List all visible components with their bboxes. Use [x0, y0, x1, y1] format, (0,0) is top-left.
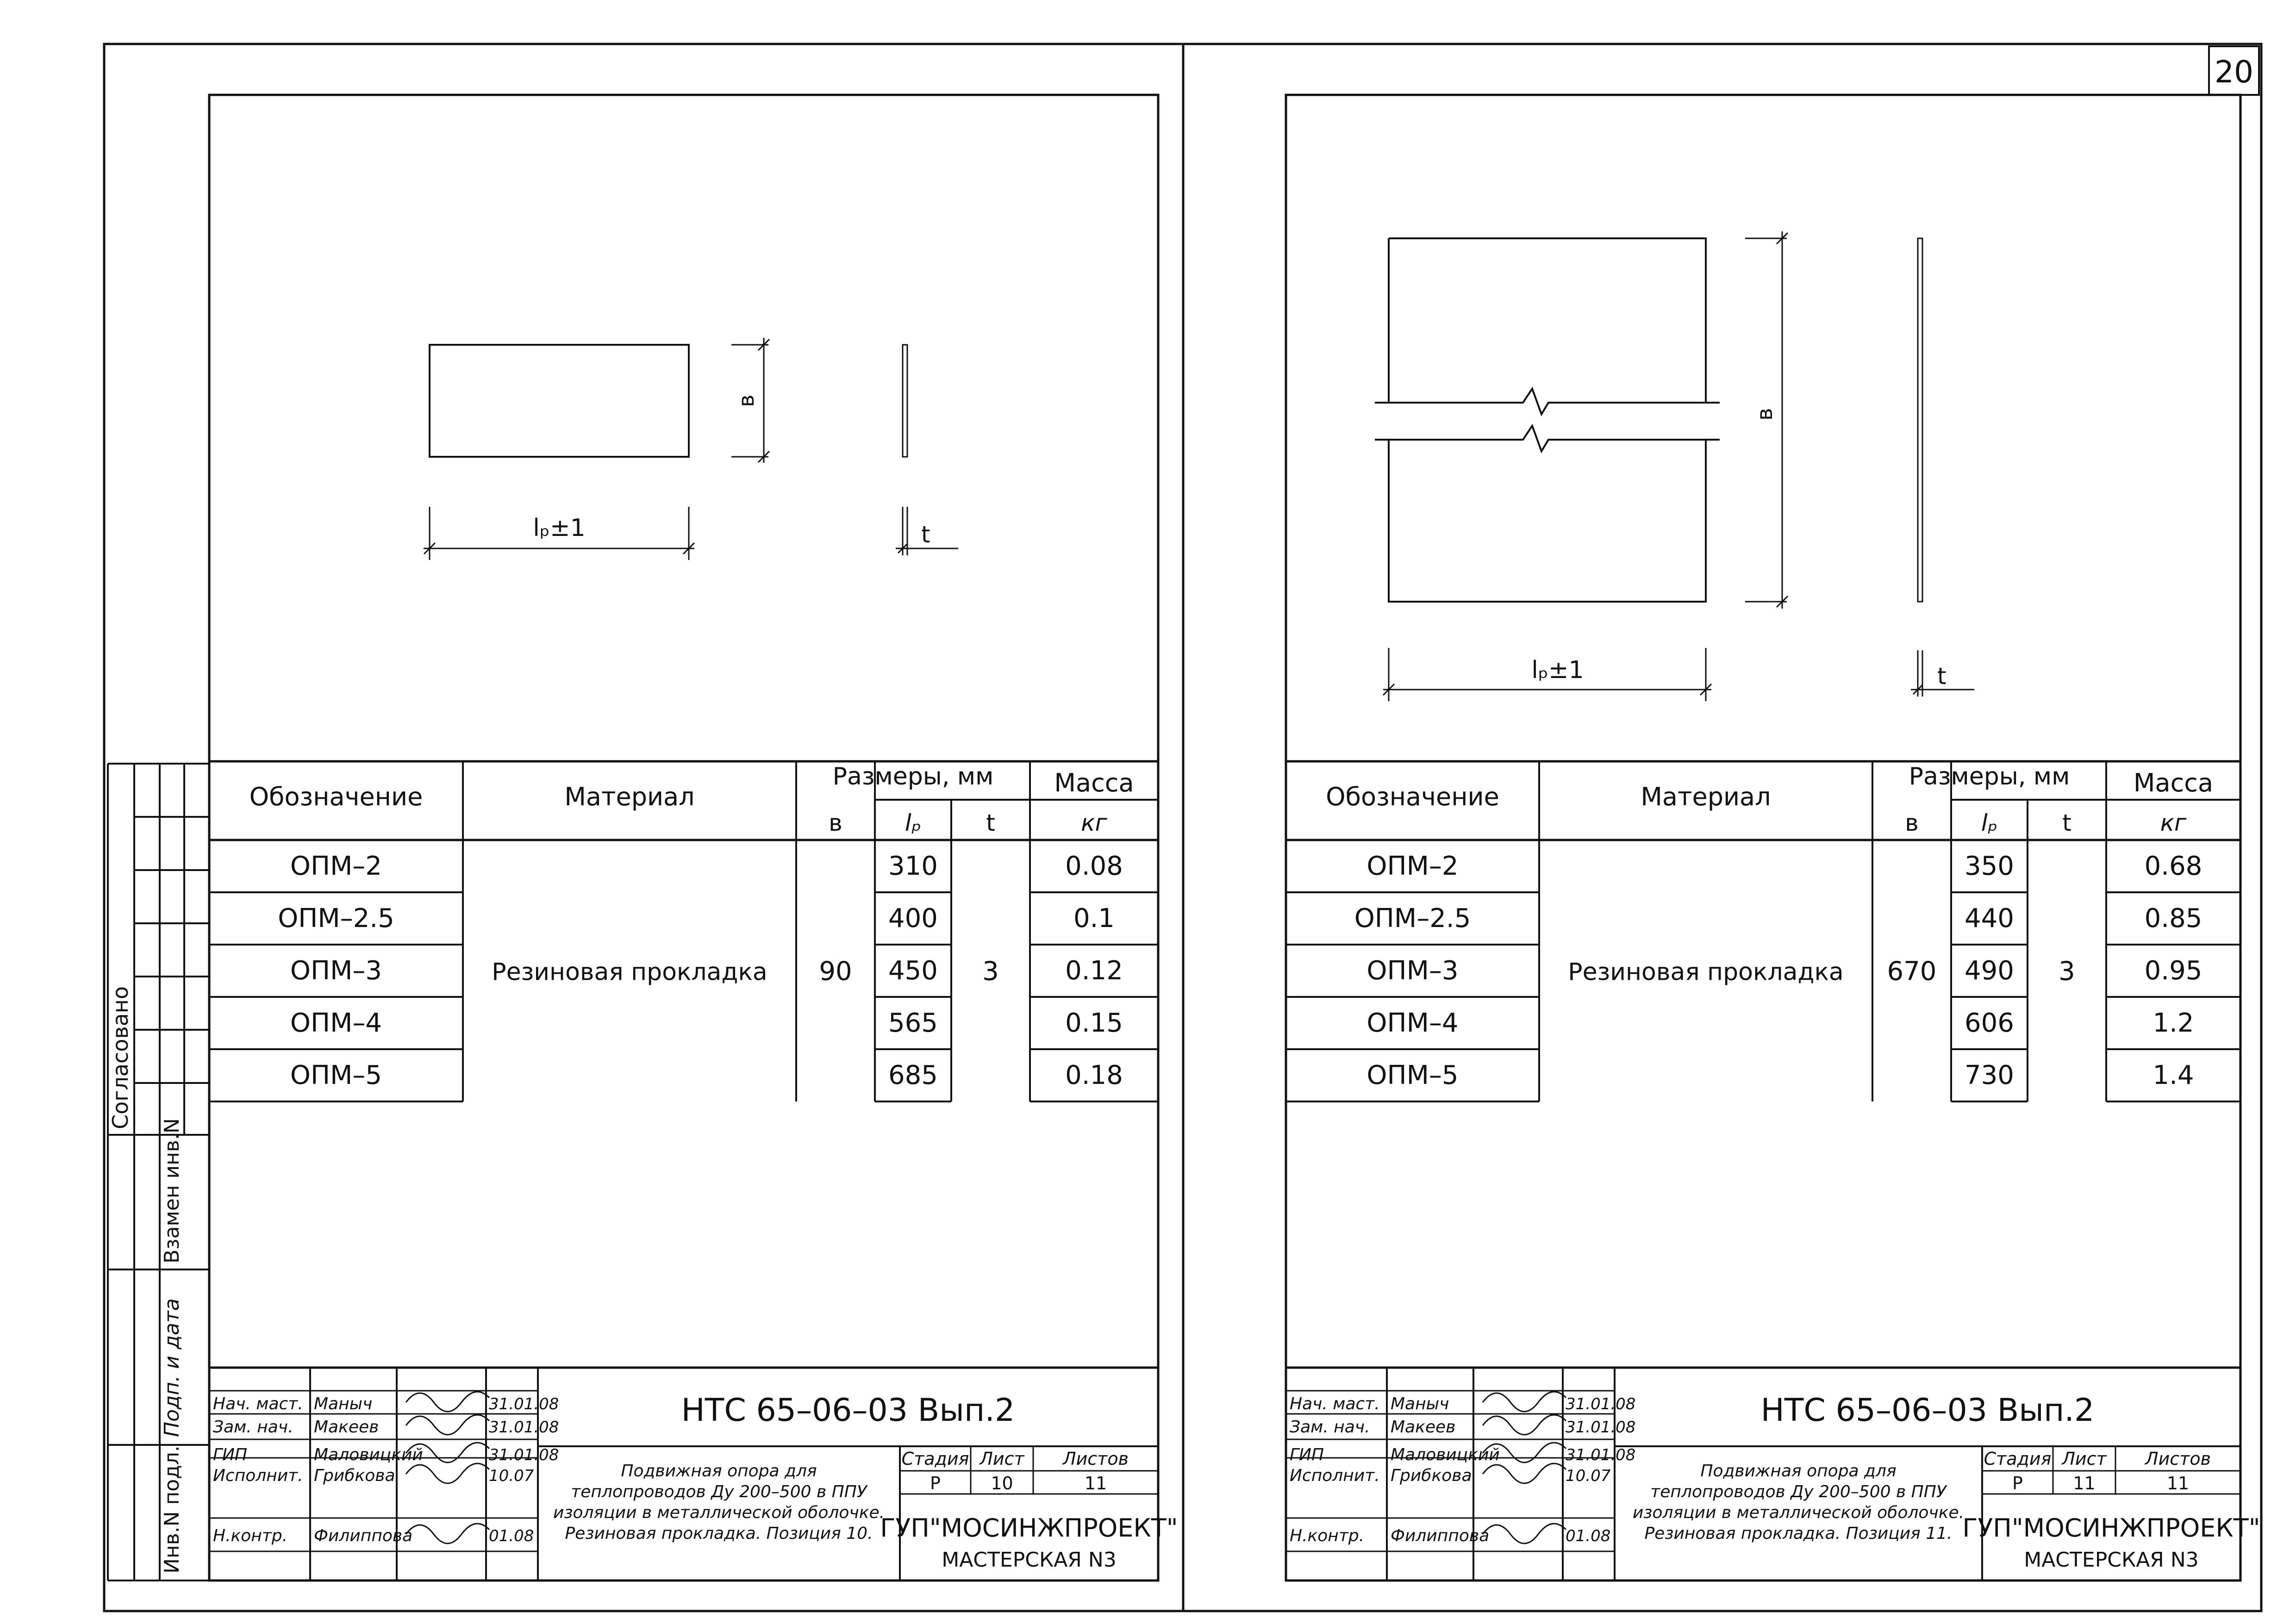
row-lp: 565	[888, 1008, 938, 1038]
row-b: 670	[1887, 956, 1937, 987]
tb-person-date: 10.07	[1566, 1467, 1611, 1485]
tb-stage-label: Стадия	[1984, 1449, 2052, 1469]
row-lp: 310	[888, 851, 938, 881]
tb-person-role: ГИП	[1290, 1445, 1324, 1464]
pad-side-view	[903, 345, 907, 457]
tb-signature-mark	[406, 1463, 489, 1483]
row-designation: ОПМ–5	[290, 1060, 382, 1090]
header-designation: Обозначение	[1326, 782, 1499, 811]
row-lp: 450	[888, 956, 938, 986]
row-mass: 0.18	[1065, 1060, 1123, 1090]
tb-signature-mark	[406, 1392, 489, 1412]
page-number: 20	[2215, 54, 2253, 90]
tb-sheets-value: 11	[2166, 1473, 2190, 1493]
row-lp: 440	[1965, 903, 2014, 933]
tb-person-name: Маныч	[1391, 1394, 1449, 1413]
pad-side-view-right	[1918, 238, 1922, 602]
title-block-right	[1286, 1368, 2260, 1580]
tb-stage-value: Р	[2012, 1473, 2023, 1493]
tb-signature-mark	[1483, 1463, 1566, 1483]
header-designation: Обозначение	[249, 782, 423, 811]
tb-person-name: Макеев	[314, 1418, 379, 1437]
tb-organization: ГУП"МОСИНЖПРОЕКТ"	[880, 1513, 1178, 1543]
tb-person-date: 31.01.08	[489, 1418, 559, 1437]
row-lp: 685	[888, 1060, 938, 1090]
tb-person-date: 31.01.08	[1566, 1395, 1636, 1413]
tb-person-role: Нач. маст.	[213, 1394, 303, 1413]
row-lp: 490	[1965, 956, 2014, 986]
row-designation: ОПМ–4	[290, 1008, 382, 1038]
header-material: Материал	[564, 782, 695, 811]
tb-person-name: Маловицкий	[314, 1445, 423, 1464]
row-mass: 0.68	[2144, 851, 2202, 881]
header-lp: lₚ	[1981, 809, 1998, 836]
pad-outline	[430, 345, 689, 457]
tb-person-role: Н.контр.	[1290, 1526, 1365, 1545]
header-t: t	[2062, 809, 2071, 836]
spec-table-left	[209, 761, 1158, 1101]
row-mass: 0.12	[1065, 956, 1123, 986]
row-mass: 0.95	[2144, 956, 2202, 986]
tb-stage-label: Стадия	[901, 1449, 969, 1469]
tb-description-line: изоляции в металлической оболочке.	[1632, 1503, 1965, 1522]
side-label-sign-date: Подп. и дата	[160, 1298, 184, 1437]
tb-person-name: Маныч	[314, 1394, 373, 1413]
tb-sheets-label: Листов	[1063, 1449, 1129, 1469]
dim-width-label: в	[734, 394, 759, 407]
row-mass: 0.15	[1065, 1008, 1123, 1038]
tb-description-line: Подвижная опора для	[1700, 1462, 1897, 1481]
tb-signature-mark	[1483, 1415, 1566, 1435]
tb-document-code: НТС 65–06–03 Вып.2	[681, 1392, 1015, 1429]
tb-person-name: Филиппова	[1391, 1526, 1490, 1545]
tb-person-date: 31.01.08	[489, 1395, 559, 1413]
tb-person-role: Зам. нач.	[213, 1418, 293, 1437]
tb-sheet-value: 10	[991, 1473, 1013, 1493]
left-inner-frame	[209, 95, 1158, 1580]
tb-person-role: ГИП	[213, 1445, 248, 1464]
side-label-approved: Согласовано	[108, 986, 133, 1129]
tb-description-line: теплопроводов Ду 200–500 в ППУ	[571, 1482, 867, 1501]
tb-signature-mark	[406, 1415, 489, 1435]
tb-person-name: Грибкова	[314, 1466, 395, 1485]
header-lp: lₚ	[905, 809, 922, 836]
header-mass: Масса	[2133, 768, 2214, 797]
header-dimensions: Размеры, мм	[1909, 763, 2070, 790]
dim-thickness-label: t	[921, 521, 930, 548]
right-inner-frame	[1286, 95, 2240, 1580]
tb-description-line: теплопроводов Ду 200–500 в ППУ	[1650, 1482, 1947, 1501]
header-mass-unit: кг	[1081, 809, 1107, 836]
row-t: 3	[982, 956, 999, 987]
tb-signature-mark	[1483, 1524, 1566, 1543]
title-block-left	[209, 1368, 1178, 1580]
tb-workshop: МАСТЕРСКАЯ N3	[2024, 1548, 2199, 1572]
header-b: в	[829, 809, 842, 836]
spec-table-right	[1286, 761, 2240, 1101]
tb-person-name: Маловицкий	[1391, 1445, 1500, 1464]
tb-document-code: НТС 65–06–03 Вып.2	[1760, 1392, 2095, 1429]
dim-width-label-right: в	[1752, 408, 1777, 421]
tb-person-role: Нач. маст.	[1290, 1394, 1380, 1413]
tb-person-name: Макеев	[1391, 1418, 1456, 1437]
tb-person-name: Грибкова	[1391, 1466, 1472, 1485]
tb-signature-mark	[1483, 1392, 1566, 1412]
row-mass: 1.4	[2152, 1060, 2194, 1090]
right-pad-drawing	[1375, 231, 1974, 701]
row-lp: 606	[1965, 1008, 2014, 1038]
row-designation: ОПМ–2.5	[1354, 903, 1471, 933]
header-b: в	[1905, 809, 1919, 836]
header-material: Материал	[1641, 782, 1771, 811]
header-mass: Масса	[1054, 768, 1134, 797]
tb-person-date: 01.08	[1566, 1527, 1611, 1545]
tb-sheet-value: 11	[2073, 1473, 2096, 1493]
dim-thickness-label-right: t	[1937, 663, 1947, 690]
row-lp: 730	[1965, 1060, 2014, 1090]
tb-sheets-value: 11	[1084, 1473, 1107, 1493]
tb-stage-value: Р	[930, 1473, 941, 1493]
row-mass: 0.85	[2144, 903, 2202, 933]
tb-description-line: Подвижная опора для	[621, 1462, 817, 1481]
header-dimensions: Размеры, мм	[832, 763, 994, 790]
tb-signature-mark	[406, 1524, 489, 1543]
tb-sheets-label: Листов	[2145, 1449, 2211, 1469]
header-mass-unit: кг	[2160, 809, 2187, 836]
row-mass: 0.1	[1073, 903, 1115, 933]
row-mass: 0.08	[1065, 851, 1123, 881]
row-b: 90	[819, 956, 852, 987]
outer-frames	[104, 44, 2261, 1611]
tb-person-role: Н.контр.	[213, 1526, 288, 1545]
tb-person-date: 10.07	[489, 1467, 534, 1485]
row-lp: 350	[1965, 851, 2014, 881]
row-designation: ОПМ–2	[290, 851, 382, 881]
row-mass: 1.2	[2152, 1008, 2194, 1038]
tb-person-date: 31.01.08	[1566, 1418, 1636, 1437]
tb-description-line: изоляции в металлической оболочке.	[553, 1503, 885, 1522]
header-t: t	[986, 809, 995, 836]
tb-description-line: Резиновая прокладка. Позиция 11.	[1644, 1524, 1953, 1543]
tb-workshop: МАСТЕРСКАЯ N3	[942, 1548, 1117, 1572]
row-material: Резиновая прокладка	[1568, 958, 1844, 986]
tb-organization: ГУП"МОСИНЖПРОЕКТ"	[1962, 1513, 2260, 1543]
row-designation: ОПМ–4	[1366, 1008, 1459, 1038]
binding-strip	[108, 764, 209, 1580]
row-designation: ОПМ–2	[1366, 851, 1459, 881]
tb-person-date: 31.01.08	[489, 1446, 559, 1464]
tb-description-line: Резиновая прокладка. Позиция 10.	[565, 1524, 873, 1543]
tb-person-date: 31.01.08	[1566, 1446, 1636, 1464]
tb-person-role: Исполнит.	[213, 1466, 303, 1485]
left-pad-drawing	[424, 338, 958, 560]
row-designation: ОПМ–3	[290, 956, 382, 986]
dim-length-label: lₚ±1	[533, 514, 586, 542]
row-designation: ОПМ–2.5	[278, 903, 394, 933]
row-designation: ОПМ–5	[1366, 1060, 1459, 1090]
tb-person-role: Исполнит.	[1290, 1466, 1380, 1485]
dim-length-label-right: lₚ±1	[1531, 656, 1584, 684]
side-label-inv-orig: Инв.N подл.	[160, 1445, 184, 1574]
tb-person-name: Филиппова	[314, 1526, 413, 1545]
row-lp: 400	[888, 903, 938, 933]
tb-person-date: 01.08	[489, 1527, 534, 1545]
row-designation: ОПМ–3	[1366, 956, 1459, 986]
row-t: 3	[2059, 956, 2075, 987]
tb-person-role: Зам. нач.	[1290, 1418, 1370, 1437]
tb-sheet-label: Лист	[980, 1449, 1024, 1469]
side-label-replaced-inv: Взамен инв.N	[160, 1118, 184, 1263]
row-material: Резиновая прокладка	[492, 958, 767, 986]
tb-sheet-label: Лист	[2062, 1449, 2107, 1469]
